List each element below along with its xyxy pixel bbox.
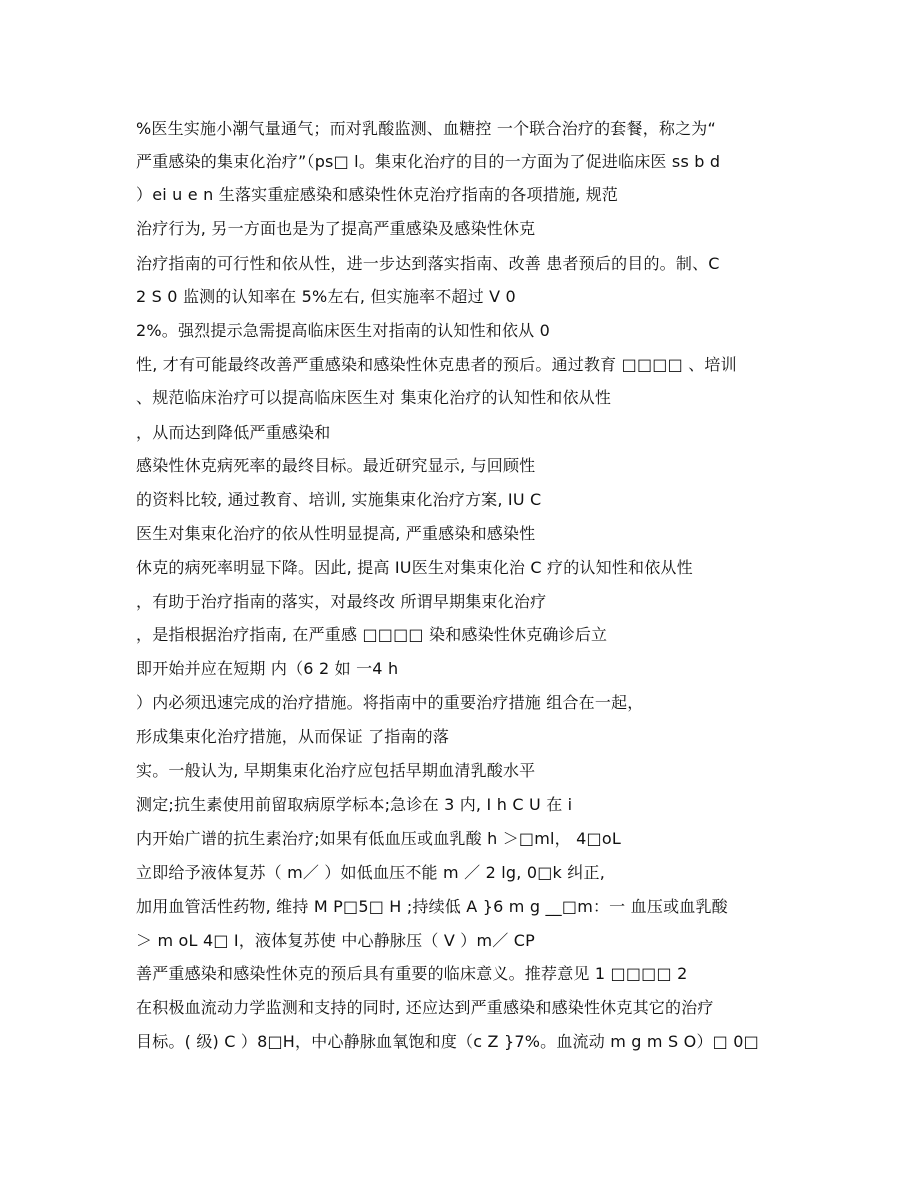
text-line: 2 S 0 监测的认知率在 5%左右, 但实施率不超过 V 0 xyxy=(136,287,516,306)
text-line: 内开始广谱的抗生素治疗;如果有低血压或血乳酸 h ＞□ml， 4□oL xyxy=(136,829,621,848)
text-line: 的资料比较, 通过教育、培训, 实施集束化治疗方案, IU C xyxy=(136,490,542,509)
text-line: 严重感染的集束化治疗”（ps□ l。集束化治疗的目的一方面为了促进临床医 ss b d xyxy=(136,152,721,171)
text-line: 性, 才有可能最终改善严重感染和感染性休克患者的预后。通过教育 □□□□ 、培训 xyxy=(136,355,737,374)
text-line: ）内必须迅速完成的治疗措施。将指南中的重要治疗措施 组合在一起， xyxy=(136,693,644,712)
text-line: 2%。强烈提示急需提高临床医生对指南的认知性和依从 0 xyxy=(136,321,551,340)
text-line: 实。一般认为, 早期集束化治疗应包括早期血清乳酸水平 xyxy=(136,761,536,780)
text-line: 善严重感染和感染性休克的预后具有重要的临床意义。推荐意见 1 □□□□ 2 xyxy=(136,964,688,983)
text-line: 休克的病死率明显下降。因此, 提高 IU医生对集束化治 C 疗的认知性和依从性 xyxy=(136,558,693,577)
text-line: 感染性休克病死率的最终目标。最近研究显示, 与回顾性 xyxy=(136,456,536,475)
text-line: ）ei u e n 生落实重症感染和感染性休克治疗指南的各项措施, 规范 xyxy=(136,185,619,204)
text-line: 治疗指南的可行性和依从性，进一步达到落实指南、改善 患者预后的目的。制、C xyxy=(136,254,720,273)
text-line: 立即给予液体复苏（ m／ ）如低血压不能 m ／ 2 lg, 0□k 纠正, xyxy=(136,863,605,882)
text-line: 形成集束化治疗措施，从而保证 了指南的落 xyxy=(136,727,450,746)
text-line: 医生对集束化治疗的依从性明显提高, 严重感染和感染性 xyxy=(136,524,536,543)
text-line: ，有助于治疗指南的落实，对最终改 所谓早期集束化治疗 xyxy=(136,592,547,611)
text-line: 加用血管活性药物, 维持 M P□5□ H ;持续低 A }6 m g __□m：一 血压或血乳酸 xyxy=(136,897,728,916)
text-line: 即开始并应在短期 内（6 2 如 一4 h xyxy=(136,659,399,678)
text-line: 目标。( 级) C ）8□H，中心静脉血氧饱和度（c Z }7%。血流动 m g m S O）□ 0□ xyxy=(136,1032,759,1051)
text-line: %医生实施小潮气量通气；而对乳酸监测、血糖控 一个联合治疗的套餐，称之为“ xyxy=(136,119,716,138)
text-line: ＞ m oL 4□ I，液体复苏使 中心静脉压（ V ）m／ CP xyxy=(136,931,535,950)
text-line: 治疗行为, 另一方面也是为了提高严重感染及感染性休克 xyxy=(136,219,536,238)
text-line: ，从而达到降低严重感染和 xyxy=(136,423,331,442)
text-line: ，是指根据治疗指南, 在严重感 □□□□ 染和感染性休克确诊后立 xyxy=(136,625,608,644)
text-line: 测定;抗生素使用前留取病原学标本;急诊在 3 内, I h C U 在 i xyxy=(136,795,573,814)
text-line: 、规范临床治疗可以提高临床医生对 集束化治疗的认知性和依从性 xyxy=(136,388,612,407)
text-line: 在积极血流动力学监测和支持的同时, 还应达到严重感染和感染性休克其它的治疗 xyxy=(136,998,714,1017)
